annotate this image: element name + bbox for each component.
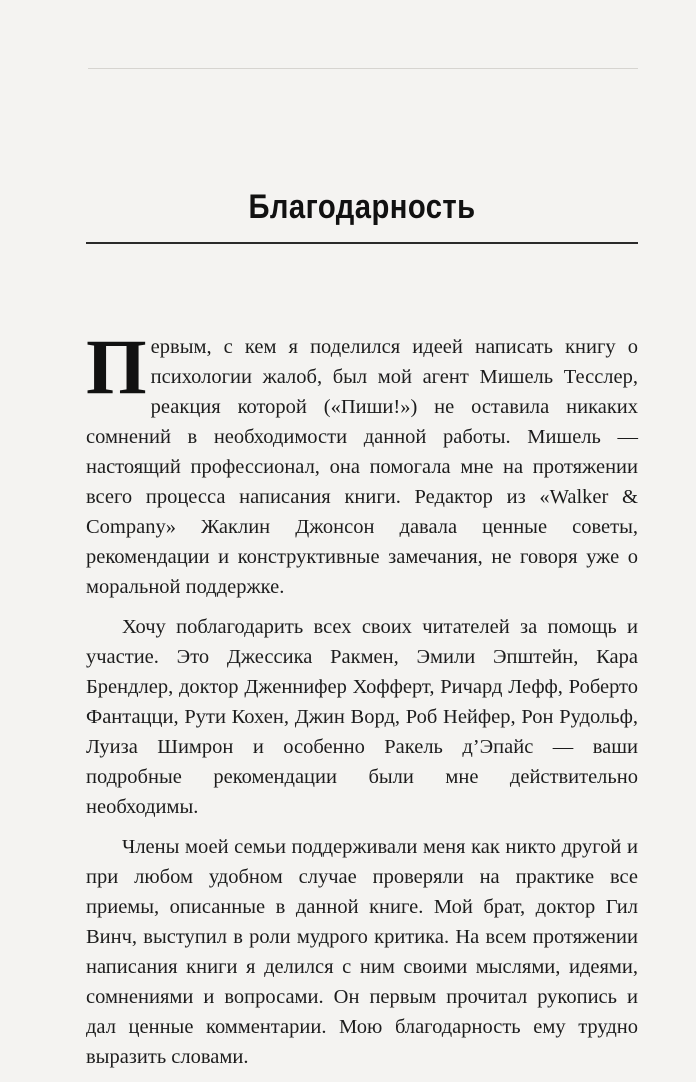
page-title: Благодарность — [248, 188, 476, 226]
body-text — [86, 323, 638, 1082]
section-heading — [86, 188, 638, 227]
paragraph-1 — [86, 323, 638, 602]
paragraph-1-text: ервым, с кем я поделился идеей написать книгу о психологии жалоб, был мой агент Мишель Тесслер, реакция которой («Пиши!») не оставила никаких сомнений в необходимости данной работы. Мишель — настоящий профессионал, она помогала мне на протяжении всего процесса написания книги. Редактор из «Walker & Company» Жаклин Джонсон давала ценные советы, рекомендации и конструктивные замечания, не говоря уже о моральной поддержке. — [86, 336, 638, 598]
heading-rule — [86, 242, 638, 244]
paragraph-3: Члены моей семьи поддерживали меня как никто другой и при любом удобном случае проверяли на практике все приемы, описанные в данной книге. Мой брат, доктор Гил Винч, выступил в роли мудрого критика. На всем протяжении написания книги я делился с ним своими мыслями, идеями, сомнениями и вопросами. Он первым прочитал рукопись и дал ценные комментарии. Мою благодарность ему трудно выразить словами. — [86, 836, 638, 1068]
show-through-text — [78, 52, 638, 190]
drop-cap: П — [86, 323, 147, 410]
paragraph-2: Хочу поблагодарить всех своих читателей за помощь и участие. Это Джессика Ракмен, Эмили Эпштейн, Кара Брендлер, доктор Дженнифер Хофферт, Ричард Лефф, Роберто Фантацци, Рути Кохен, Джин Ворд, Роб Нейфер, Рон Рудольф, Луиза Шимрон и особенно Ракель д’Эпайс — ваши подробные рекомендации были мне действительно необходимы. — [86, 616, 638, 818]
